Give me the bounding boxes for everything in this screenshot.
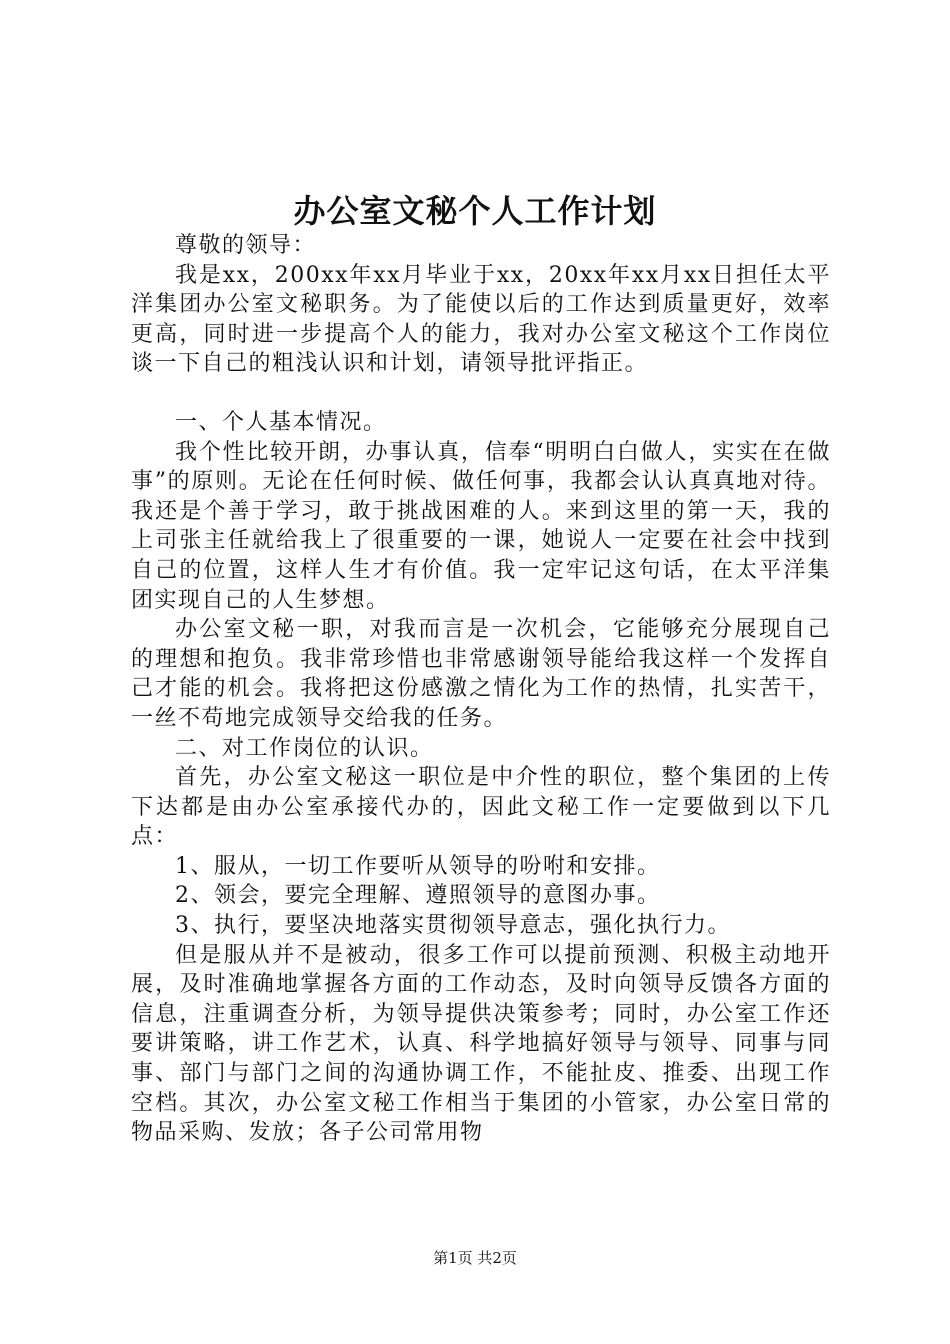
list-item-2: 2、领会，要完全理解、遵照领导的意图办事。 xyxy=(175,883,661,909)
list-item-3: 3、执行，要坚决地落实贯彻领导意志，强化执行力。 xyxy=(175,913,731,939)
document-title: 办公室文秘个人工作计划 xyxy=(293,192,657,230)
paragraph-personality: 我个性比较开朗，办事认真，信奉“明明白白做人，实实在在做事”的原则。无论在任何时候、做任何事，我都会认认真真地对待。我还是个善于学习，敢于挑战困难的人。来到这里的第一天，我的上司张主任就给我上了很重要的一课，她说人一定要在社会中找到自己的位置，这样人生才有价值。我一定牢记这句话，在太平洋集团实现自己的人生梦想。 xyxy=(131,439,831,613)
list-item-1: 1、服从，一切工作要听从领导的吩咐和安排。 xyxy=(175,853,661,879)
salutation: 尊敬的领导： xyxy=(175,233,317,258)
paragraph-opportunity: 办公室文秘一职，对我而言是一次机会，它能够充分展现自己的理想和抱负。我非常珍惜也非常感谢领导能给我这样一个发挥自己才能的机会。我将把这份感激之情化为工作的热情，扎实苦干，一丝不苟地完成领导交给我的任务。 xyxy=(131,617,831,731)
document-body xyxy=(131,231,831,1148)
paragraph-first: 首先，办公室文秘这一职位是中介性的职位，整个集团的上传下达都是由办公室承接代办的，因此文秘工作一定要做到以下几点： xyxy=(131,765,831,850)
page-footer: 第1页 共2页 xyxy=(433,1249,517,1267)
section-heading-1: 一、个人基本情况。 xyxy=(175,409,387,435)
intro-paragraph: 我是xx，200xx年xx月毕业于xx，20xx年xx月xx日担任太平洋集团办公室文秘职务。为了能使以后的工作达到质量更好，效率更高，同时进一步提高个人的能力，我对办公室文秘这个工作岗位谈一下自己的粗浅认识和计划，请领导批评指正。 xyxy=(131,262,831,377)
paragraph-initiative: 但是服从并不是被动，很多工作可以提前预测、积极主动地开展，及时准确地掌握各方面的工作动态，及时向领导反馈各方面的信息，注重调查分析，为领导提供决策参考；同时，办公室工作还要讲策略，讲工作艺术，认真、科学地搞好领导与领导、同事与同事、部门与部门之间的沟通协调工作，不能扯皮、推委、出现工作空档。其次，办公室文秘工作相当于集团的小管家，办公室日常的物品采购、发放；各子公司常用物 xyxy=(131,942,831,1146)
section-heading-2: 二、对工作岗位的认识。 xyxy=(175,735,434,761)
